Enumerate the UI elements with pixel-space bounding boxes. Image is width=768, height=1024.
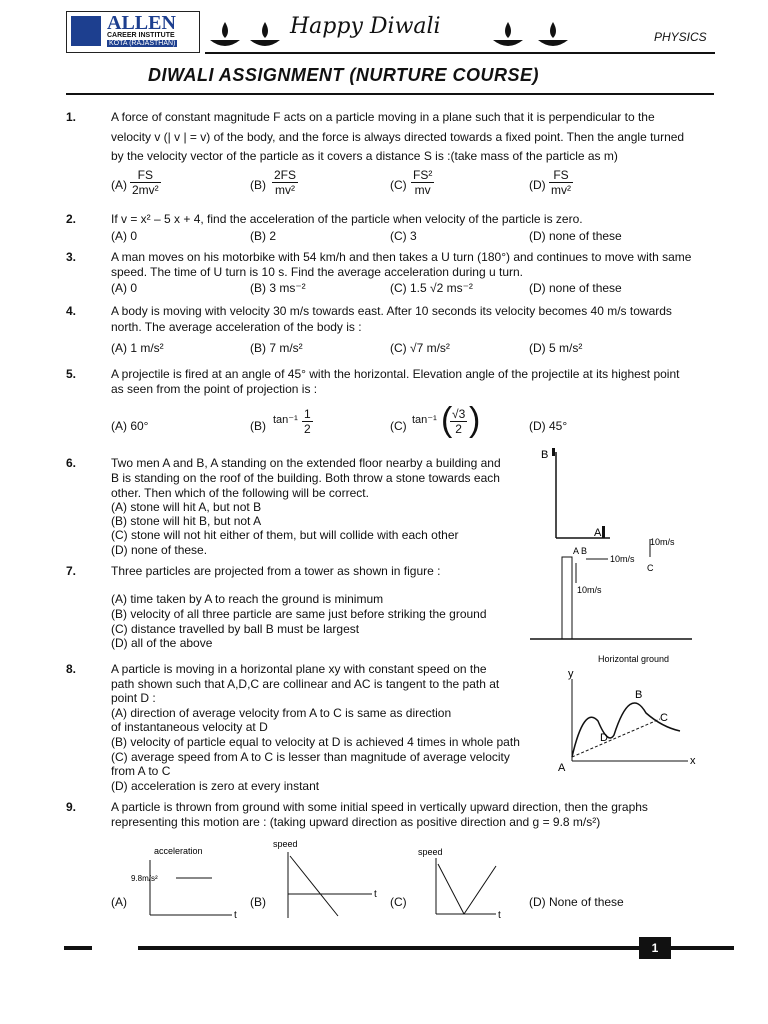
subject-label: PHYSICS (654, 30, 707, 44)
logo-institute: CAREER INSTITUTE (107, 32, 175, 39)
diya-icon-left (205, 12, 285, 52)
q6-text: B is standing on the roof of the building. Both throw a stone towards each (111, 471, 500, 485)
option-c-fraction: $\frac{\text{FS²}}{mv}$ (413, 168, 433, 197)
page-title: DIWALI ASSIGNMENT (NURTURE COURSE) (148, 65, 540, 85)
option-c: (C) distance travelled by ball B must be largest (111, 622, 360, 636)
option-d: (D) acceleration is zero at every instant (111, 779, 320, 793)
option-d: (D) all of the above (111, 636, 213, 650)
option-a-fraction: $\frac{FS}{\text{2mv²}}$ (132, 168, 159, 197)
option-c-fraction: $\frac{√3}{2}$ (452, 407, 466, 436)
logo-name: ALLEN (107, 12, 176, 34)
question-number: 4. (66, 304, 77, 318)
q2-text: If v = x² – 5 x + 4, find the acceleration of the particle when velocity of the particle is zero. (111, 212, 583, 226)
option-b: (B) (250, 178, 266, 192)
question-number: 1. (66, 110, 77, 124)
diya-icon-right (488, 12, 578, 52)
option-b-fraction: $\frac{2FS}{\text{mv²}}$ (274, 168, 297, 197)
q6-text: other. Then which of the following will be correct. (111, 486, 369, 500)
question-number: 5. (66, 367, 77, 381)
option-b: (B) (250, 419, 266, 433)
banner-title: Happy Diwali (290, 14, 441, 39)
tower-figure (526, 535, 696, 665)
option-d: (D) (529, 178, 546, 192)
q4-text: A body is moving with velocity 30 m/s towards east. After 10 seconds its velocity becomes 40 m/s towards (111, 304, 672, 318)
option-b: (B) 7 m/s² (250, 341, 303, 355)
axis-y-label: y (568, 668, 574, 680)
option-c: (C) 1.5 √2 ms⁻² (390, 281, 473, 295)
option-c: (C) stone will not hit either of them, but will collide with each other (111, 528, 459, 542)
option-b: (B) velocity of all three particle are same just before striking the ground (111, 607, 487, 621)
logo-city: KOTA (RAJASTHAN) (109, 40, 176, 47)
graph-a-ylabel: acceleration (154, 846, 203, 856)
q7-text: Three particles are projected from a tower as shown in figure : (111, 564, 441, 578)
footer-dash (64, 946, 92, 950)
label-c: C (647, 563, 654, 573)
question-number: 2. (66, 212, 77, 226)
q3-text: speed. The time of U turn is 10 s. Find the average acceleration during u turn. (111, 265, 524, 279)
question-number: 6. (66, 456, 77, 470)
option-c: from A to C (111, 764, 171, 778)
option-d: (D) None of these (529, 895, 624, 909)
option-a: (A) 60° (111, 419, 149, 433)
option-d: (D) none of these (529, 229, 622, 243)
path-figure (550, 665, 700, 775)
person-b-icon (552, 448, 555, 456)
q1-text: A force of constant magnitude F acts on a particle moving in a plane such that it is perpendicular to the (111, 110, 655, 124)
question-number: 7. (66, 564, 77, 578)
option-b: (B) 3 ms⁻² (250, 281, 306, 295)
tan-inverse: tan⁻¹ (273, 414, 298, 426)
tan-inverse: tan⁻¹ (412, 414, 437, 426)
ground-label: Horizontal ground (598, 654, 670, 664)
option-c: (C) (390, 178, 407, 192)
paren-right: ) (469, 401, 481, 439)
label-a: A (594, 527, 602, 539)
label-ab: A B (573, 546, 588, 556)
graph-b-ylabel: speed (273, 839, 298, 849)
option-d: (D) 45° (529, 419, 568, 433)
q4-text: north. The average acceleration of the body is : (111, 320, 362, 334)
graph-speed-c (416, 838, 516, 928)
graph-b-tlabel: t (374, 889, 377, 900)
velocity-c: 10m/s (650, 537, 675, 547)
label-b: B (541, 449, 549, 461)
q9-text: representing this motion are : (taking upward direction as positive direction and g = 9.8 m/s²) (111, 815, 601, 829)
option-a: (A) stone will hit A, but not B (111, 500, 262, 514)
option-c: (C) average speed from A to C is lesser than magnitude of average velocity (111, 750, 510, 764)
option-a: (A) (111, 178, 127, 192)
q8-text: A particle is moving in a horizontal plane xy with constant speed on the (111, 662, 487, 676)
velocity-a: 10m/s (577, 585, 602, 595)
question-number: 8. (66, 662, 77, 676)
q8-text: point D : (111, 691, 156, 705)
option-b-fraction: $\frac{1}{2}$ (304, 407, 311, 436)
header-rule (205, 52, 715, 54)
option-d: (D) 5 m/s² (529, 341, 583, 355)
building-figure (538, 444, 618, 544)
point-b: B (635, 689, 643, 701)
option-a: (A) time taken by A to reach the ground is minimum (111, 592, 384, 606)
option-b: (B) 2 (250, 229, 277, 243)
option-c: (C) √7 m/s² (390, 341, 450, 355)
graph-acceleration (130, 842, 245, 922)
q5-text: as seen from the point of projection is : (111, 382, 318, 396)
q6-text: Two men A and B, A standing on the extended floor nearby a building and (111, 456, 501, 470)
option-a: (A) 0 (111, 229, 138, 243)
q9-text: A particle is thrown from ground with some initial speed in vertically upward direction, then the graphs (111, 800, 648, 814)
option-a: (A) (111, 895, 127, 909)
option-d: (D) none of these. (111, 543, 208, 557)
point-d: D (600, 732, 608, 744)
option-a: (A) 0 (111, 281, 138, 295)
option-c: (C) (390, 895, 407, 909)
page-number: 1 (639, 937, 671, 959)
option-c: (C) 3 (390, 229, 417, 243)
point-a: A (558, 762, 566, 774)
option-c: (C) (390, 419, 407, 433)
graph-a-value: 9.8m/s² (131, 874, 158, 883)
graph-speed-b (268, 838, 383, 928)
question-number: 9. (66, 800, 77, 814)
velocity-b: 10m/s (610, 554, 635, 564)
paren-left: ( (441, 401, 453, 439)
graph-c-tlabel: t (498, 910, 501, 921)
allen-logo (66, 11, 200, 53)
option-b: (B) stone will hit B, but not A (111, 514, 262, 528)
option-a: of instantaneous velocity at D (111, 720, 268, 734)
q1-text: by the velocity vector of the particle as it covers a distance S is :(take mass of the particle as m) (111, 149, 618, 163)
graph-c-ylabel: speed (418, 847, 443, 857)
q3-text: A man moves on his motorbike with 54 km/h and then takes a U turn (180°) and continues to move with same (111, 250, 692, 264)
graduation-cap-icon (71, 16, 101, 46)
point-c: C (660, 712, 668, 724)
q8-text: path shown such that A,D,C are collinear and AC is tangent to the path at (111, 677, 500, 691)
option-b: (B) velocity of particle equal to velocity at D is achieved 4 times in whole path (111, 735, 520, 749)
axis-x-label: x (690, 755, 696, 767)
question-number: 3. (66, 250, 77, 264)
option-a: (A) 1 m/s² (111, 341, 164, 355)
option-b: (B) (250, 895, 266, 909)
q1-text: velocity v (| v | = v) of the body, and the force is always directed towards a fixed point. Then the angle turned (111, 130, 685, 144)
title-rule (66, 93, 714, 95)
option-d: (D) none of these (529, 281, 622, 295)
graph-a-tlabel: t (234, 910, 237, 921)
option-a: (A) direction of average velocity from A to C is same as direction (111, 706, 452, 720)
q5-text: A projectile is fired at an angle of 45° with the horizontal. Elevation angle of the projectile at its highest point (111, 367, 680, 381)
option-d-fraction: $\frac{FS}{\text{mv²}}$ (551, 168, 571, 197)
